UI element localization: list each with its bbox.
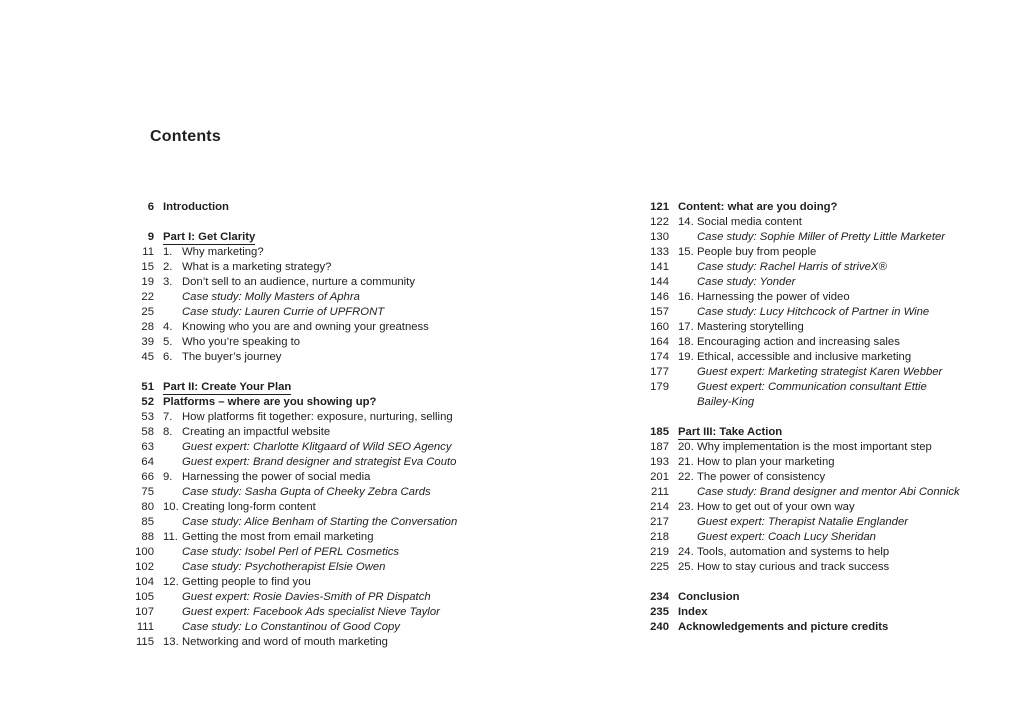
entry-content [678,320,976,335]
entry-content [163,485,545,500]
entry-label: Case study: Brand designer and mentor Abi Connick [697,486,960,498]
toc-entry [127,635,545,650]
toc-entry [642,380,976,410]
entry-content [678,545,976,560]
entry-content [163,320,545,335]
entry-label: Case study: Yonder [697,276,796,288]
entry-page-number: 177 [650,366,669,378]
entry-label: Creating long-form content [182,501,316,513]
entry-page-number: 88 [141,531,154,543]
entry-content [678,290,976,305]
toc-entry [127,320,545,335]
entry-content [163,260,545,275]
toc-entry [642,620,976,635]
entry-page-number: 193 [650,456,669,468]
toc-entry [127,470,545,485]
toc-entry [127,455,545,470]
entry-chapter-number: 3. [163,276,173,288]
entry-page-number: 157 [650,306,669,318]
entry-page-number: 15 [141,261,154,273]
entry-label: Harnessing the power of video [697,291,850,303]
toc-entry [127,200,545,215]
toc-entry [642,560,976,575]
entry-label: Case study: Lauren Currie of UPFRONT [182,306,385,318]
entry-chapter-number: 12. [163,576,179,588]
entry-page-number: 107 [135,606,154,618]
toc-entry [642,245,976,260]
toc-section [127,230,545,365]
toc-entry [642,230,976,245]
entry-label: People buy from people [697,246,817,258]
toc-entry [127,560,545,575]
entry-chapter-number: 14. [678,216,694,228]
entry-content [163,545,545,560]
entry-content [163,200,545,215]
entry-page-number: 64 [141,456,154,468]
toc-entry [127,485,545,500]
toc-entry [127,620,545,635]
entry-label: Guest expert: Facebook Ads specialist Nieve Taylor [182,606,440,618]
entry-label: Case study: Sasha Gupta of Cheeky Zebra Cards [182,486,431,498]
entry-label: Part I: Get Clarity [163,231,256,243]
entry-label: Guest expert: Charlotte Klitgaard of Wild SEO Agency [182,441,452,453]
entry-content [678,365,976,380]
toc-entry [642,260,976,275]
entry-content [163,560,545,575]
entry-chapter-number: 11. [163,531,178,543]
entry-content [163,305,545,320]
entry-content [678,500,976,515]
entry-content [678,530,976,545]
entry-label: Who you’re speaking to [182,336,301,348]
entry-chapter-number: 2. [163,261,173,273]
toc-right-column [642,200,976,635]
entry-content [163,290,545,305]
entry-label: Bailey-King [697,396,755,408]
entry-page-number: 160 [650,321,669,333]
entry-label: Why implementation is the most important step [697,441,932,453]
entry-label: Case study: Sophie Miller of Pretty Little Marketer [697,231,946,243]
entry-chapter-number: 4. [163,321,173,333]
entry-label: Knowing who you are and owning your greatness [182,321,429,333]
entry-chapter-number: 17. [678,321,694,333]
entry-page-number: 66 [141,471,154,483]
entry-label: Guest expert: Communication consultant Ettie [697,381,927,393]
toc-entry [127,275,545,290]
entry-label: Guest expert: Brand designer and strategist Eva Couto [182,456,457,468]
entry-page-number: 51 [141,381,154,393]
entry-content [163,440,545,455]
toc-entry [127,230,545,245]
entry-page-number: 185 [650,426,669,438]
entry-content [678,590,976,605]
entry-content [163,350,545,365]
entry-content [163,500,545,515]
entry-content [678,380,976,410]
toc-entry [642,455,976,470]
toc-entry [127,500,545,515]
entry-label: Platforms – where are you showing up? [163,396,377,408]
entry-page-number: 111 [136,621,154,633]
entry-chapter-number: 7. [163,411,173,423]
entry-label: Part III: Take Action [678,426,783,438]
entry-label: Guest expert: Marketing strategist Karen Webber [697,366,943,378]
entry-content [163,230,545,245]
entry-page-number: 218 [650,531,669,543]
entry-page-number: 146 [650,291,669,303]
entry-label: How to plan your marketing [697,456,835,468]
toc-entry [642,590,976,605]
entry-page-number: 19 [141,276,154,288]
toc-section [642,425,976,575]
entry-label: Ethical, accessible and inclusive marketing [697,351,912,363]
entry-label: Case study: Molly Masters of Aphra [182,291,360,303]
toc-entry [127,425,545,440]
entry-content [678,215,976,230]
entry-content [678,620,976,635]
entry-page-number: 214 [650,501,669,513]
entry-page-number: 217 [650,516,669,528]
entry-label: Conclusion [678,591,740,603]
entry-content [678,275,976,290]
entry-page-number: 80 [141,501,154,513]
contents-title: Contents [150,128,221,145]
entry-content [163,245,545,260]
entry-label: Acknowledgements and picture credits [678,621,889,633]
entry-label: Mastering storytelling [697,321,804,333]
entry-chapter-number: 5. [163,336,173,348]
entry-content [678,455,976,470]
entry-label: How to get out of your own way [697,501,855,513]
entry-chapter-number: 13. [163,636,179,648]
entry-content [163,620,545,635]
entry-label: The buyer’s journey [182,351,282,363]
toc-entry [127,530,545,545]
entry-page-number: 102 [135,561,154,573]
toc-left-column [127,200,545,650]
entry-page-number: 28 [141,321,154,333]
entry-page-number: 100 [135,546,154,558]
entry-label: Guest expert: Therapist Natalie Englander [697,516,908,528]
toc-entry [127,380,545,395]
entry-page-number: 22 [141,291,154,303]
entry-label: Case study: Lo Constantinou of Good Copy [182,621,400,633]
entry-label: Index [678,606,708,618]
entry-page-number: 234 [650,591,669,603]
entry-page-number: 115 [135,636,154,648]
entry-page-number: 75 [141,486,154,498]
entry-label: Case study: Rachel Harris of striveX® [697,261,887,273]
entry-chapter-number: 10. [163,501,179,513]
entry-content [678,200,976,215]
toc-entry [642,320,976,335]
entry-label: Getting the most from email marketing [182,531,374,543]
toc-section [127,380,545,650]
entry-page-number: 144 [650,276,669,288]
entry-content [678,230,976,245]
entry-page-number: 53 [141,411,154,423]
entry-label: Tools, automation and systems to help [697,546,890,558]
entry-page-number: 63 [141,441,154,453]
entry-chapter-number: 15. [678,246,694,258]
entry-page-number: 122 [650,216,669,228]
toc-entry [642,215,976,230]
toc-entry [127,410,545,425]
toc-entry [642,275,976,290]
entry-label: Case study: Psychotherapist Elsie Owen [182,561,386,573]
toc-entry [127,440,545,455]
entry-label: The power of consistency [697,471,826,483]
entry-content [163,395,545,410]
entry-label: Encouraging action and increasing sales [697,336,900,348]
entry-label: Introduction [163,201,229,213]
entry-chapter-number: 22. [678,471,694,483]
entry-label: Case study: Alice Benham of Starting the Conversation [182,516,458,528]
entry-page-number: 105 [135,591,154,603]
entry-chapter-number: 25. [678,561,694,573]
entry-page-number: 11 [142,246,154,258]
entry-content [678,515,976,530]
entry-chapter-number: 9. [163,471,173,483]
entry-page-number: 133 [650,246,669,258]
entry-page-number: 6 [147,201,154,213]
entry-chapter-number: 18. [678,336,694,348]
toc-entry [642,515,976,530]
entry-content [678,260,976,275]
entry-content [163,605,545,620]
toc-entry [127,260,545,275]
entry-chapter-number: 19. [678,351,694,363]
toc-entry [127,335,545,350]
entry-label: Guest expert: Rosie Davies-Smith of PR Dispatch [182,591,431,603]
entry-content [163,635,545,650]
entry-page-number: 141 [650,261,669,273]
entry-content [163,470,545,485]
toc-entry [127,350,545,365]
toc-entry [642,470,976,485]
entry-label: Guest expert: Coach Lucy Sheridan [697,531,876,543]
entry-content [678,350,976,365]
entry-page-number: 240 [650,621,669,633]
entry-content [163,575,545,590]
toc-entry [642,485,976,500]
entry-page-number: 211 [650,486,669,498]
entry-content [163,275,545,290]
entry-content [678,470,976,485]
entry-page-number: 235 [650,606,669,618]
entry-label: Harnessing the power of social media [182,471,371,483]
toc-entry [642,425,976,440]
toc-entry [642,290,976,305]
entry-label: Case study: Lucy Hitchcock of Partner in Wine [697,306,930,318]
entry-content [678,560,976,575]
entry-content [678,335,976,350]
toc-entry [642,530,976,545]
toc-entry [127,395,545,410]
entry-content [163,380,545,395]
entry-label: What is a marketing strategy? [182,261,332,273]
toc-entry [127,605,545,620]
entry-chapter-number: 20. [678,441,694,453]
entry-page-number: 52 [141,396,154,408]
entry-page-number: 45 [141,351,154,363]
entry-page-number: 39 [141,336,154,348]
entry-content [163,515,545,530]
toc-entry [127,290,545,305]
toc-section [127,200,545,215]
entry-content [678,305,976,320]
toc-entry [127,575,545,590]
entry-chapter-number: 24. [678,546,694,558]
entry-label: Content: what are you doing? [678,201,838,213]
toc-entry [642,545,976,560]
toc-entry [642,500,976,515]
entry-chapter-number: 6. [163,351,173,363]
entry-page-number: 9 [147,231,154,243]
entry-label: Social media content [697,216,802,228]
toc-entry [127,545,545,560]
entry-content [678,605,976,620]
entry-content [163,410,545,425]
toc-section [642,200,976,410]
toc-entry [127,590,545,605]
entry-content [678,425,976,440]
toc-entry [642,350,976,365]
toc-entry [642,605,976,620]
entry-page-number: 187 [650,441,669,453]
toc-entry [642,305,976,320]
entry-content [163,425,545,440]
toc-entry [127,305,545,320]
toc-entry [642,440,976,455]
entry-page-number: 179 [650,381,669,393]
toc-section [642,590,976,635]
entry-label: Getting people to find you [182,576,311,588]
entry-page-number: 121 [650,201,669,213]
entry-content [163,455,545,470]
entry-content [678,440,976,455]
entry-label: Networking and word of mouth marketing [182,636,388,648]
entry-label: How platforms fit together: exposure, nurturing, selling [182,411,453,423]
entry-label: How to stay curious and track success [697,561,890,573]
entry-page-number: 58 [141,426,154,438]
entry-chapter-number: 1. [163,246,173,258]
entry-page-number: 225 [650,561,669,573]
entry-label: Creating an impactful website [182,426,331,438]
entry-chapter-number: 23. [678,501,694,513]
entry-content [163,530,545,545]
toc-entry [642,335,976,350]
entry-chapter-number: 16. [678,291,694,303]
entry-page-number: 219 [650,546,669,558]
entry-content [678,485,976,500]
entry-content [163,335,545,350]
entry-chapter-number: 8. [163,426,173,438]
entry-page-number: 164 [650,336,669,348]
toc-entry [127,515,545,530]
entry-content [678,245,976,260]
entry-page-number: 174 [650,351,669,363]
toc-entry [642,200,976,215]
entry-label: Why marketing? [182,246,264,258]
entry-chapter-number: 21. [678,456,694,468]
entry-page-number: 130 [650,231,669,243]
entry-label: Part II: Create Your Plan [163,381,292,393]
entry-page-number: 104 [135,576,154,588]
entry-page-number: 25 [141,306,154,318]
entry-page-number: 85 [141,516,154,528]
toc-entry [642,365,976,380]
entry-page-number: 201 [650,471,669,483]
toc-entry [127,245,545,260]
entry-content [163,590,545,605]
entry-label: Case study: Isobel Perl of PERL Cosmetics [182,546,400,558]
entry-label: Don’t sell to an audience, nurture a community [182,276,415,288]
